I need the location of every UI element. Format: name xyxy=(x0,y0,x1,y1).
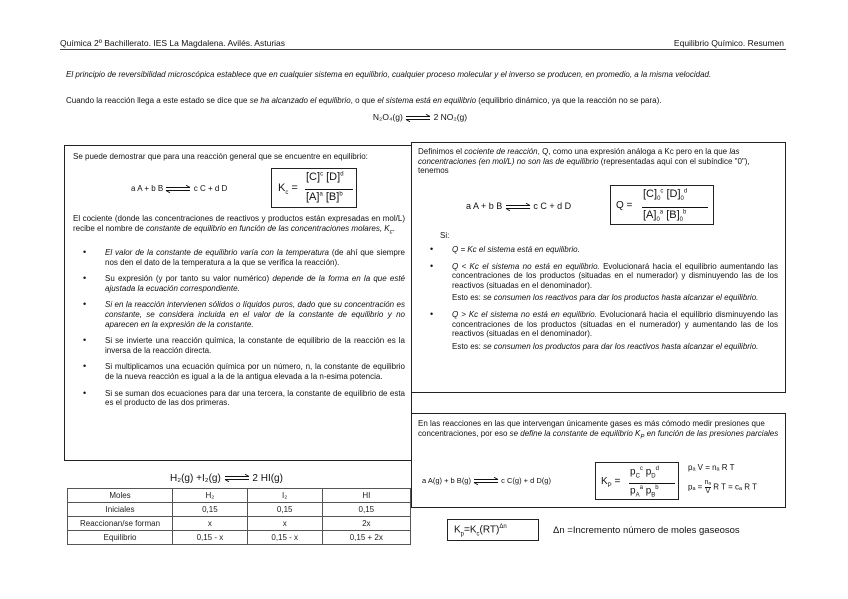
table-cell: Equilibrio xyxy=(68,531,173,545)
kp-num-d: p xyxy=(645,466,652,478)
q-intro-4: las concentraciones (en mol/L) no son las de equilibrio xyxy=(418,147,740,166)
kc-sub: c xyxy=(285,190,289,197)
table-header: H₂ xyxy=(173,489,248,503)
kc-formula xyxy=(271,168,357,208)
principle-text: El principio de reversibilidad microscópica establece que en cualquier sistema en equilibrio, cualquier proceso molecular y el inverso se producen, en promedio, a la misma velocidad. xyxy=(66,70,712,79)
kc-prop-2-text: Su expresión (y por tanto su valor numérico) xyxy=(105,274,273,284)
kp-num-c-sub: C xyxy=(635,473,640,480)
kc-reaction xyxy=(131,184,227,193)
list-item xyxy=(412,310,778,339)
kp-intro-sub: P xyxy=(640,434,645,441)
pa-label: pₐ = xyxy=(688,482,703,492)
q-reaction-left: a A + b B xyxy=(466,201,503,211)
kc-den-a-exp: a xyxy=(319,191,323,198)
q-intro-3: , Q, como una expresión análoga a Kc pero en la que xyxy=(537,147,730,156)
q-cases-list xyxy=(412,245,778,358)
kp-formula xyxy=(595,462,679,500)
table-cell: Reaccionan/se forman xyxy=(68,517,173,531)
kc-den-a: [A] xyxy=(306,191,320,203)
kc-den-b-exp: b xyxy=(339,191,343,198)
intro-text-4: el sistema está en equilibrio xyxy=(377,96,477,105)
header-divider xyxy=(60,49,786,50)
kc-reaction-left: a A + b B xyxy=(131,184,164,193)
kc-def-sub: c xyxy=(389,229,393,236)
q-num-d-exp: d xyxy=(683,188,688,195)
q-den-b-exp: b xyxy=(683,209,687,216)
table-cell: Iniciales xyxy=(68,503,173,517)
kp-den-a-exp: a xyxy=(639,485,643,491)
kp-intro-2: se define la constante de equilibrio K xyxy=(509,428,641,438)
table-row xyxy=(68,531,411,545)
kp-intro-3: en función de las presiones parciales xyxy=(644,428,779,438)
equilibrium-arrow-icon xyxy=(224,474,250,482)
kc-definition xyxy=(73,214,405,238)
kp-reaction-left: a A(g) + b B(g) xyxy=(422,476,471,485)
table-cell: 0,15 xyxy=(247,503,322,517)
list-item xyxy=(412,245,778,255)
v-den: V xyxy=(705,488,711,495)
intro-text-5: (equilibrio dinámico, ya que la reacción no se para). xyxy=(476,96,662,105)
pa-rest: R T = cₐ R T xyxy=(713,482,757,492)
q-intro-2: cociente de reacción xyxy=(464,147,538,156)
kp-intro-1: En las reacciones en las que intervengan únicamente gases es más cómodo medir presiones que concentraciones, por eso xyxy=(418,419,765,438)
table-eq-left: H₂(g) +I₂(g) xyxy=(170,473,221,484)
table-row xyxy=(68,503,411,517)
kp-kc-formula xyxy=(454,524,507,537)
delta-n-definition: Δn =Incremento número de moles gaseosos xyxy=(553,525,740,536)
kc-prop-3-italic: Si en la reacción intervienen sólidos o líquidos puros, dado que su concentración es constante, se considera incluida en el valor de la constante de equilibrio y no aparecen en la expresión de la constante. xyxy=(105,300,405,329)
kc-reaction-right: c C + d D xyxy=(193,184,228,193)
equilibrium-arrow-icon xyxy=(473,477,499,485)
kc-equals: = xyxy=(288,182,298,194)
table-cell: 0,15 - x xyxy=(247,531,322,545)
na-num: nₐ xyxy=(704,479,712,486)
q-less-note-2: se consumen los reactivos para dar los productos hasta alcanzar el equilibrio. xyxy=(483,293,759,303)
table-cell: 0,15 + 2x xyxy=(322,531,410,545)
kp-numerator xyxy=(630,466,659,479)
kp-denominator xyxy=(630,485,659,498)
table-header: HI xyxy=(322,489,410,503)
equilibrium-arrow-icon xyxy=(505,203,531,211)
kc-box xyxy=(64,145,412,461)
intro-text-3: , o que xyxy=(350,96,378,105)
rel-eq: =K xyxy=(464,524,477,536)
kc-prop-1-text: (de ahí que siempre nos den el dato de la temperatura a la que se verifica la reacción). xyxy=(105,248,405,267)
kc-prop-1-italic: El valor de la constante de equilibrio varía con la temperatura xyxy=(105,248,329,257)
list-item xyxy=(65,248,405,267)
kp-num-c: p xyxy=(630,466,636,478)
kp-kc-relation xyxy=(447,519,539,541)
table-cell: 0,15 - x xyxy=(173,531,248,545)
table-equation xyxy=(170,473,283,484)
q-intro-1: Definimos el xyxy=(418,147,465,156)
kc-fraction-bar xyxy=(305,189,353,190)
q-greater-note-2: se consumen los productos para dar los reactivos hasta alcanzar el equilibrio. xyxy=(483,341,759,351)
table-cell: 2x xyxy=(322,517,410,531)
kp-symbol xyxy=(601,476,620,489)
table-cell: x xyxy=(173,517,248,531)
q-case-less-italic: Q < Kc el sistema no está en equilibrio. xyxy=(452,261,600,271)
list-item xyxy=(65,362,405,381)
kc-prop-5-text: Si multiplicamos una ecuación química por un número, n, la constante de equilibrio de la nueva reacción es igual a la de la antigua elevada a la n-esima potencia. xyxy=(105,362,405,381)
q-num-d-sub: 0 xyxy=(680,196,684,203)
table-header: I₂ xyxy=(247,489,322,503)
list-item xyxy=(65,300,405,329)
q-case-greater-italic: Q > Kc el sistema no está en equilibrio. xyxy=(452,309,597,319)
q-fraction-bar xyxy=(642,207,708,208)
equilibrium-arrow-icon xyxy=(405,114,431,122)
q-symbol: Q = xyxy=(616,200,633,211)
kp-den-b-sub: B xyxy=(651,492,656,499)
kp-intro xyxy=(418,419,780,443)
main-eq-left: N₂O₄(g) xyxy=(372,112,403,122)
q-den-b: [B] xyxy=(666,209,680,221)
q-den-a-sub: 0 xyxy=(656,217,660,224)
table-header-row xyxy=(68,489,411,503)
kc-symbol xyxy=(278,182,298,196)
q-formula xyxy=(610,185,714,225)
main-eq-right: 2 NO₂(g) xyxy=(433,112,468,122)
kp-k: K xyxy=(601,476,608,487)
header-left: Química 2º Bachillerato. IES La Magdalena. Avilés. Asturias xyxy=(60,38,286,48)
kp-fraction-bar xyxy=(629,483,675,484)
q-numerator xyxy=(643,188,687,202)
list-item-note xyxy=(412,293,778,303)
q-intro xyxy=(418,147,780,176)
table-eq-right: 2 HI(g) xyxy=(252,473,283,484)
kc-k: K xyxy=(278,182,286,194)
kc-den-b: [B] xyxy=(325,191,340,203)
kc-properties-list xyxy=(65,248,405,415)
list-item xyxy=(65,389,405,408)
kc-def-3: . xyxy=(392,223,395,233)
q-intro-5: (representadas aquí con el subíndice "0"), tenemos xyxy=(418,156,750,176)
equilibrium-intro xyxy=(66,96,782,105)
kp-den-a: p xyxy=(630,485,636,497)
rel-kp: K xyxy=(454,524,461,536)
intro-text-2: se ha alcanzado el equilibrio xyxy=(249,96,351,105)
kc-prop-4-text: Si se invierte una reacción química, la constante de equilibrio de la reacción es la inversa de la reacción directa. xyxy=(105,336,405,355)
q-num-c: [C] xyxy=(643,188,658,200)
kp-num-d-exp: d xyxy=(655,466,659,472)
list-item xyxy=(65,274,405,293)
q-case-greater-text: Evolucionará hacia el equilibrio disminuyendo las concentraciones de los productos (situadas en el numerador) y aumentando las de los reactivos (situadas en el denominador). xyxy=(452,309,778,339)
kp-den-a-sub: A xyxy=(635,492,640,499)
table-cell: x xyxy=(247,517,322,531)
kp-num-d-sub: D xyxy=(651,473,656,480)
q-num-c-exp: c xyxy=(660,188,664,195)
kc-intro: Se puede demostrar que para una reacción general que se encuentre en equilibrio: xyxy=(73,152,368,161)
q-box xyxy=(411,142,786,393)
table-cell: 0,15 xyxy=(173,503,248,517)
kc-num-c: [C] xyxy=(306,171,321,183)
q-den-a: [A] xyxy=(643,209,657,221)
partial-pressure-relation xyxy=(688,479,757,496)
rel-rt: (RT) xyxy=(479,524,500,536)
kc-num-d: [D] xyxy=(326,171,341,183)
kc-num-d-exp: d xyxy=(340,171,344,178)
kc-prop-2-italic: depende de la forma en la que esté ajustada la ecuación correspondiente. xyxy=(105,274,405,293)
equilibrium-table xyxy=(67,488,411,545)
na-over-v xyxy=(705,479,712,496)
table-cell: 0,15 xyxy=(322,503,410,517)
q-den-b-sub: 0 xyxy=(679,217,683,224)
ideal-gas-relation: pₐ V = nₐ R T xyxy=(688,463,735,472)
rel-kc-sub: c xyxy=(476,531,480,538)
kp-sub: P xyxy=(607,483,612,489)
main-equation xyxy=(300,112,540,122)
kc-def-1: El cociente (donde las concentraciones de reactivos y productos están expresadas en mol/L) recibe el nombre de xyxy=(73,214,405,233)
list-item-note xyxy=(412,342,778,352)
kc-num-c-exp: c xyxy=(320,171,324,178)
kc-def-2: constante de equilibrio en función de las concentraciones molares, K xyxy=(145,223,390,233)
equilibrium-arrow-icon xyxy=(165,185,191,193)
kp-num-c-exp: c xyxy=(639,466,643,472)
rel-kp-sub: p xyxy=(460,531,465,538)
kp-equals: = xyxy=(611,476,621,487)
kp-den-b: p xyxy=(645,485,652,497)
q-num-d: [D] xyxy=(666,188,681,200)
kp-den-b-exp: b xyxy=(655,485,659,491)
q-reaction-right: c C + d D xyxy=(533,201,572,211)
q-case-equal: Q = Kc el sistema está en equilibrio. xyxy=(452,245,580,254)
kc-numerator xyxy=(306,171,344,183)
header-right: Equilibrio Químico. Resumen xyxy=(673,38,784,48)
q-reaction xyxy=(466,201,571,211)
kp-reaction xyxy=(422,476,551,485)
list-item xyxy=(65,336,405,355)
table-header: Moles xyxy=(68,489,173,503)
kc-prop-6-text: Si se suman dos ecuaciones para dar una tercera, la constante de equilibrio de esta es el producto de las dos primeras. xyxy=(105,388,405,408)
q-num-c-sub: 0 xyxy=(657,196,661,203)
q-less-note-1: Esto es: xyxy=(452,293,484,303)
rel-exp: Δn xyxy=(499,524,507,530)
kp-box xyxy=(411,413,786,508)
q-den-a-exp: a xyxy=(659,209,664,216)
kc-denominator xyxy=(306,191,343,203)
kp-reaction-right: c C(g) + d D(g) xyxy=(501,476,551,485)
q-case-less-text: Evolucionará hacia el equilibrio aumentando las concentraciones de los productos (situadas en el numerador) y disminuyendo las de los reactivos (situadas en el denominador). xyxy=(452,261,778,290)
q-denominator xyxy=(643,209,686,223)
q-si-label: Si: xyxy=(440,231,450,240)
list-item xyxy=(412,262,778,291)
intro-text-1: Cuando la reacción llega a este estado se dice que xyxy=(66,96,250,105)
table-row xyxy=(68,517,411,531)
q-greater-note-1: Esto es: xyxy=(452,341,484,351)
